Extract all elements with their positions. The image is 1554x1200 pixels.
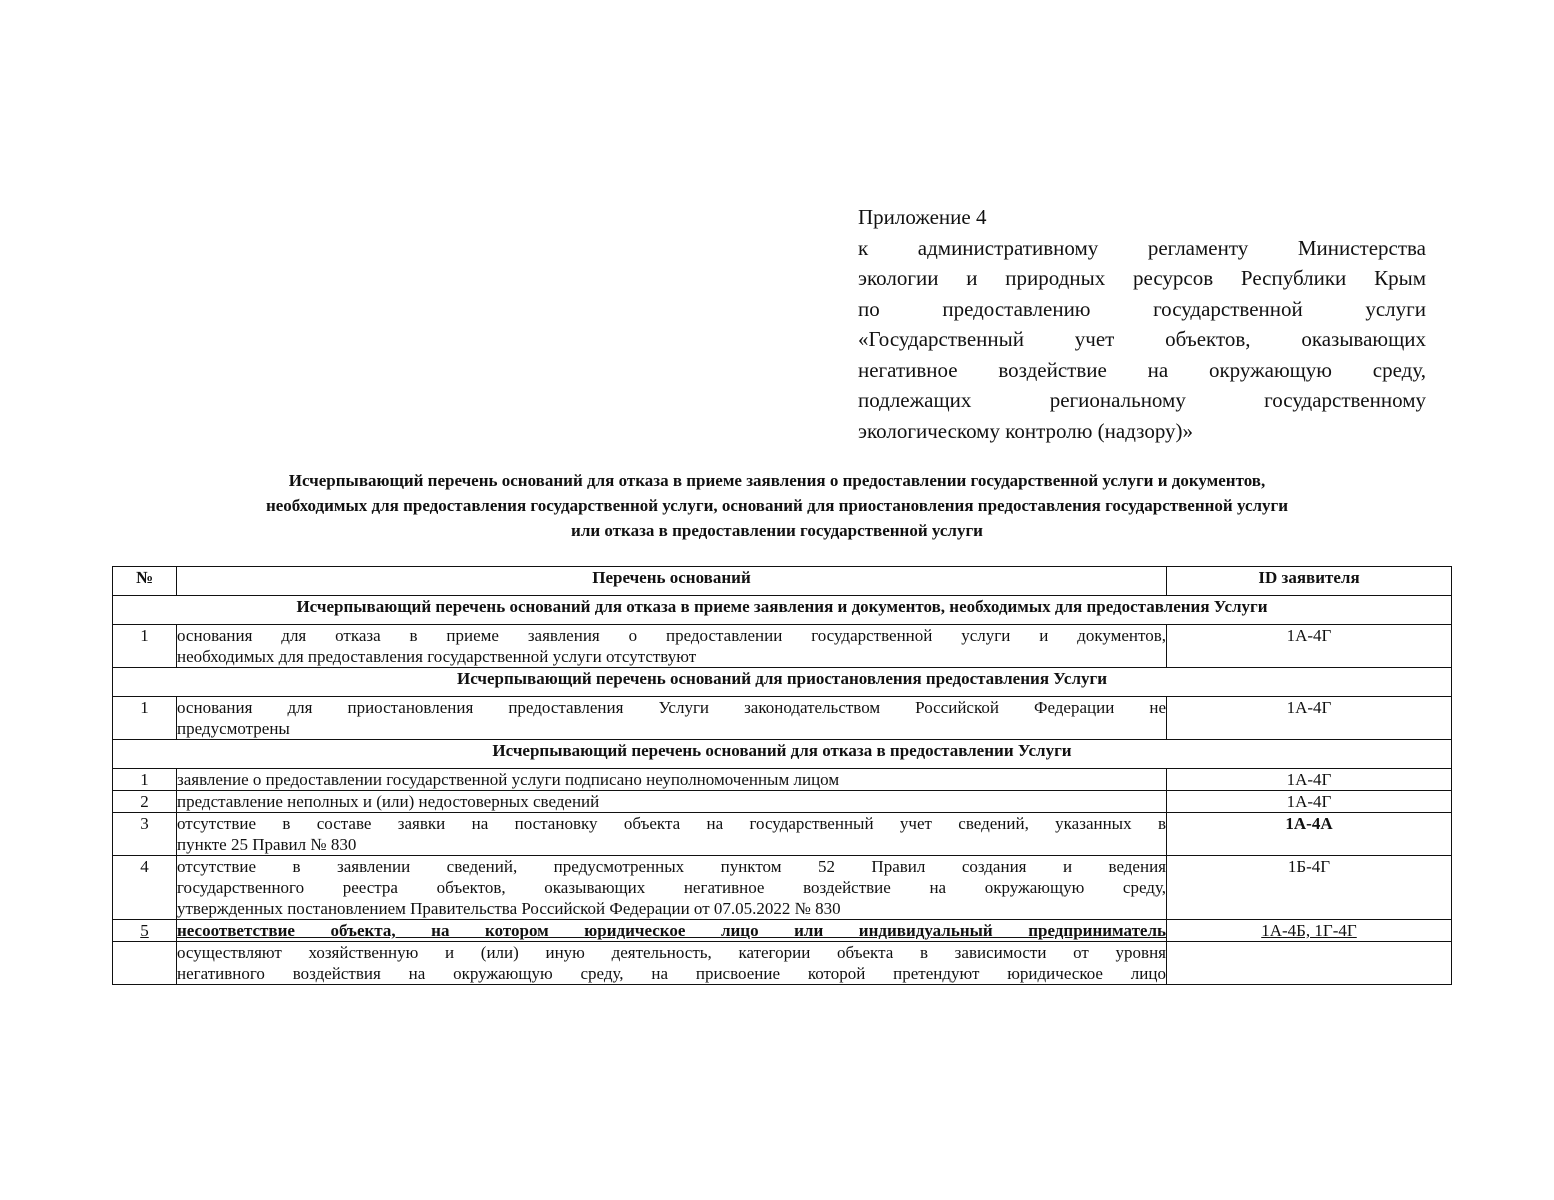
document-title	[100, 468, 1454, 543]
appendix-line-2: экологии и природных ресурсов Республики Крым	[858, 266, 1426, 290]
row-applicant-id: 1А-4Г	[1167, 769, 1452, 791]
appendix-block	[858, 202, 1426, 446]
document-title-line-2: необходимых для предоставления государственной услуги, оснований для приостановления предоставления государственной услуги	[265, 496, 1289, 515]
appendix-line-7: экологическому контролю (надзору)»	[858, 418, 1194, 443]
table-row	[113, 769, 1452, 791]
section-row	[113, 668, 1452, 697]
row-number: 3	[113, 813, 177, 856]
row-reason: основания для приостановления предоставления Услуги законодательством Российской Федерации не предусмотрены	[177, 698, 1166, 738]
header-reasons: Перечень оснований	[177, 567, 1167, 596]
row-number: 1	[113, 625, 177, 668]
row-applicant-id: 1А-4Г	[1167, 697, 1452, 740]
row-number: 1	[113, 769, 177, 791]
table-row	[113, 697, 1452, 740]
row-reason: отсутствие в составе заявки на постановку объекта на государственный учет сведений, указанных в пункте 25 Правил № 830	[177, 814, 1166, 854]
section-row	[113, 740, 1452, 769]
row-applicant-id: 1Б-4Г	[1167, 856, 1452, 920]
row-number: 4	[113, 856, 177, 920]
table-row	[113, 856, 1452, 920]
row-reason: отсутствие в заявлении сведений, предусмотренных пунктом 52 Правил создания и ведения государственного реестра объектов, оказывающих негативное воздействие на окружающую среду, утвержденных постановлением Правительства Российской Федерации от 07.05.2022 № 830	[177, 857, 1166, 918]
row-number: 5	[113, 920, 177, 942]
table-header-row	[113, 567, 1452, 596]
row-reason-continuation: осуществляют хозяйственную и (или) иную деятельность, категории объекта в зависимости от уровня негативного воздействия на окружающую среду, на присвоение которой претендуют юридическое лицо	[177, 943, 1166, 983]
table-row	[113, 813, 1452, 856]
appendix-line-4: «Государственный учет объектов, оказывающих	[858, 327, 1426, 351]
document-title-line-3: или отказа в предоставлении государственной услуги	[571, 521, 983, 540]
row-applicant-id: 1А-4Г	[1167, 791, 1452, 813]
row-applicant-id: 1А-4Б, 1Г-4Г	[1167, 920, 1452, 942]
table-row	[113, 942, 1452, 985]
section-title-refusal-acceptance: Исчерпывающий перечень оснований для отказа в приеме заявления и документов, необходимых для предоставления Услуги	[113, 596, 1452, 625]
section-title-refusal-service: Исчерпывающий перечень оснований для отказа в предоставлении Услуги	[113, 740, 1452, 769]
document-title-line-1: Исчерпывающий перечень оснований для отказа в приеме заявления о предоставлении государственной услуги и документов,	[288, 471, 1266, 490]
row-applicant-id: 1А-4Г	[1167, 625, 1452, 668]
table-row	[113, 791, 1452, 813]
table-row	[113, 920, 1452, 942]
row-number: 2	[113, 791, 177, 813]
row-number-empty	[113, 942, 177, 985]
section-row	[113, 596, 1452, 625]
row-number: 1	[113, 697, 177, 740]
appendix-line-1: к административному регламенту Министерства	[858, 235, 1426, 260]
section-title-suspension: Исчерпывающий перечень оснований для приостановления предоставления Услуги	[113, 668, 1452, 697]
row-applicant-id-empty	[1167, 942, 1452, 985]
appendix-title: Приложение 4	[858, 205, 987, 229]
appendix-line-6: подлежащих региональному государственному	[858, 388, 1426, 412]
row-reason: несоответствие объекта, на котором юридическое лицо или индивидуальный предприниматель	[177, 921, 1166, 940]
reasons-table	[112, 566, 1452, 985]
appendix-line-3: по предоставлению государственной услуги	[858, 296, 1426, 321]
header-applicant-id: ID заявителя	[1167, 567, 1452, 596]
row-applicant-id: 1А-4А	[1167, 813, 1452, 856]
row-reason: заявление о предоставлении государственной услуги подписано неуполномоченным лицом	[177, 769, 1167, 791]
table-row	[113, 625, 1452, 668]
row-reason: представление неполных и (или) недостоверных сведений	[177, 791, 1167, 813]
appendix-line-5: негативное воздействие на окружающую среду,	[858, 357, 1426, 382]
header-number: №	[113, 567, 177, 596]
row-reason: основания для отказа в приеме заявления о предоставлении государственной услуги и документов, необходимых для предоставления государственной услуги отсутствуют	[177, 626, 1166, 666]
